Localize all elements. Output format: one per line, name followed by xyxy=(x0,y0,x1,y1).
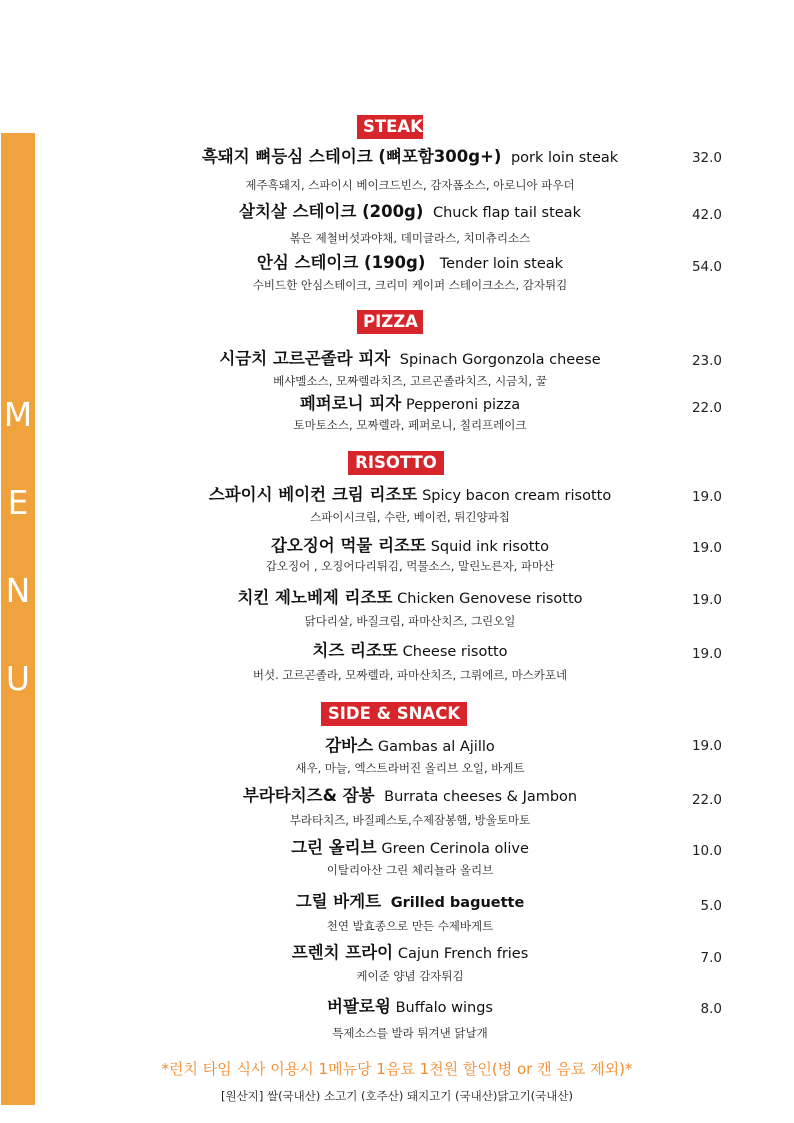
menu-item-title xyxy=(140,484,680,507)
item-name-ko: 치킨 제노베제 리조또 xyxy=(237,588,393,607)
item-name-en: Spinach Gorgonzola cheese xyxy=(399,352,601,368)
item-name-ko: 버팔로윙 xyxy=(327,997,391,1016)
item-price: 10.0 xyxy=(691,843,722,859)
item-price: 19.0 xyxy=(691,646,722,662)
item-description: 스파이시크림, 수란, 베이컨, 튀긴양파칩 xyxy=(310,510,510,524)
item-name-ko: 감바스 xyxy=(325,736,374,755)
item-price: 32.0 xyxy=(691,150,722,166)
item-name-en: pork loin steak xyxy=(510,150,619,166)
item-price: 22.0 xyxy=(691,400,722,416)
menu-item-title xyxy=(140,891,680,914)
item-name-ko: 시금치 고르곤졸라 피자 xyxy=(219,349,391,368)
item-description: 케이준 양념 감자튀김 xyxy=(356,969,464,983)
item-description: 버섯. 고르곤졸라, 모짜렐라, 파마산치즈, 그뤼에르, 마스카포네 xyxy=(252,668,568,682)
menu-item-title xyxy=(140,348,680,371)
lunch-discount-notice: *런치 타임 식사 이용시 1메뉴당 1음료 1천원 할인(병 or 캔 음료 제외)* xyxy=(161,1060,633,1078)
item-description: 새우, 마늘, 엑스트라버진 올리브 오일, 바게트 xyxy=(295,761,525,775)
item-name-ko: 그릴 바게트 xyxy=(295,892,382,911)
item-description: 베샤멜소스, 모짜렐라치즈, 고르곤졸라치즈, 시금치, 꿀 xyxy=(273,374,547,388)
item-name-en: Squid ink risotto xyxy=(430,539,550,555)
origin-info: [원산지] 쌀(국내산) 소고기 (호주산) 돼지고기 (국내산)닭고기(국내산) xyxy=(221,1089,573,1103)
menu-item-title xyxy=(140,252,680,275)
menu-item-title xyxy=(140,785,680,808)
item-name-ko: 안심 스테이크 (190g) xyxy=(256,253,426,272)
section-tag-side-snack: SIDE & SNACK xyxy=(321,702,467,726)
item-name-en: Tender loin steak xyxy=(439,256,564,272)
menu-item-title xyxy=(140,996,680,1019)
item-description: 토마토소스, 모짜렐라, 페퍼로니, 칠리프레이크 xyxy=(293,418,527,432)
item-price: 19.0 xyxy=(691,592,722,608)
item-price: 42.0 xyxy=(691,207,722,223)
item-price: 19.0 xyxy=(691,540,722,556)
item-name-en: Grilled baguette xyxy=(390,895,525,911)
item-name-ko: 페퍼로니 피자 xyxy=(299,394,402,413)
section-tag-risotto: RISOTTO xyxy=(348,451,444,475)
menu-item-title xyxy=(140,393,680,416)
item-price: 22.0 xyxy=(691,792,722,808)
menu-item-title xyxy=(140,146,680,169)
item-name-ko: 치즈 리조또 xyxy=(312,641,398,660)
section-tag-pizza: PIZZA xyxy=(357,310,423,334)
item-name-ko: 흑돼지 뼈등심 스테이크 (뼈포함300g+) xyxy=(201,147,502,166)
side-letter-u: U xyxy=(5,659,31,698)
menu-item-title xyxy=(140,201,680,224)
menu-item-title xyxy=(140,640,680,663)
item-description: 수비드한 안심스테이크, 크리미 케이퍼 스테이크소스, 감자튀김 xyxy=(252,278,568,292)
item-name-en: Chuck flap tail steak xyxy=(432,205,581,221)
item-description: 갑오징어 , 오징어다리튀김, 먹물소스, 말린노른자, 파마산 xyxy=(265,559,555,573)
item-name-en: Cheese risotto xyxy=(402,644,508,660)
item-name-ko: 프렌치 프라이 xyxy=(291,943,394,962)
item-name-ko: 갑오징어 먹물 리조또 xyxy=(270,536,426,555)
item-description: 부라타치즈, 바질페스토,수제잠봉햄, 방울토마토 xyxy=(289,813,531,827)
item-price: 54.0 xyxy=(691,259,722,275)
menu-item-title xyxy=(140,587,680,610)
item-name-ko: 부라타치즈& 잠봉 xyxy=(242,786,375,805)
side-menu-bar xyxy=(1,133,35,1105)
side-letter-e: E xyxy=(7,483,29,522)
item-name-en: Green Cerinola olive xyxy=(381,841,529,857)
item-price: 5.0 xyxy=(700,898,722,914)
item-price: 23.0 xyxy=(691,353,722,369)
item-description: 특제소스를 발라 튀겨낸 닭날개 xyxy=(332,1026,488,1040)
item-name-ko: 스파이시 베이컨 크림 리조또 xyxy=(208,485,418,504)
side-letter-n: N xyxy=(5,571,31,610)
item-name-en: Buffalo wings xyxy=(395,1000,493,1016)
side-letter-m: M xyxy=(3,395,33,434)
item-description: 천연 발효종으로 만든 수제바게트 xyxy=(326,919,494,933)
item-description: 이탈리아산 그린 체리뇰라 올리브 xyxy=(326,863,494,877)
item-name-en: Gambas al Ajillo xyxy=(377,739,495,755)
item-description: 제주흑돼지, 스파이시 베이크드빈스, 감자폼소스, 아로니아 파우더 xyxy=(245,178,575,192)
item-name-en: Chicken Genovese risotto xyxy=(397,591,583,607)
menu-item-title xyxy=(140,837,680,860)
item-description: 볶은 제철버섯과야채, 데미글라스, 치미츄리소스 xyxy=(289,231,531,245)
item-price: 7.0 xyxy=(700,950,722,966)
item-name-en: Pepperoni pizza xyxy=(406,397,521,413)
menu-item-title xyxy=(140,942,680,965)
item-price: 19.0 xyxy=(691,489,722,505)
item-name-ko: 살치살 스테이크 (200g) xyxy=(239,202,424,221)
item-name-en: Cajun French fries xyxy=(397,946,529,962)
section-tag-steak: STEAK xyxy=(357,115,423,139)
item-name-en: Burrata cheeses & Jambon xyxy=(384,789,578,805)
menu-item-title xyxy=(140,535,680,558)
item-name-en: Spicy bacon cream risotto xyxy=(422,488,612,504)
item-description: 닭다리살, 바질크림, 파마산치즈, 그린오일 xyxy=(304,614,516,628)
item-name-ko: 그린 올리브 xyxy=(291,838,377,857)
item-price: 8.0 xyxy=(700,1001,722,1017)
item-price: 19.0 xyxy=(691,738,722,754)
menu-item-title xyxy=(140,735,680,758)
